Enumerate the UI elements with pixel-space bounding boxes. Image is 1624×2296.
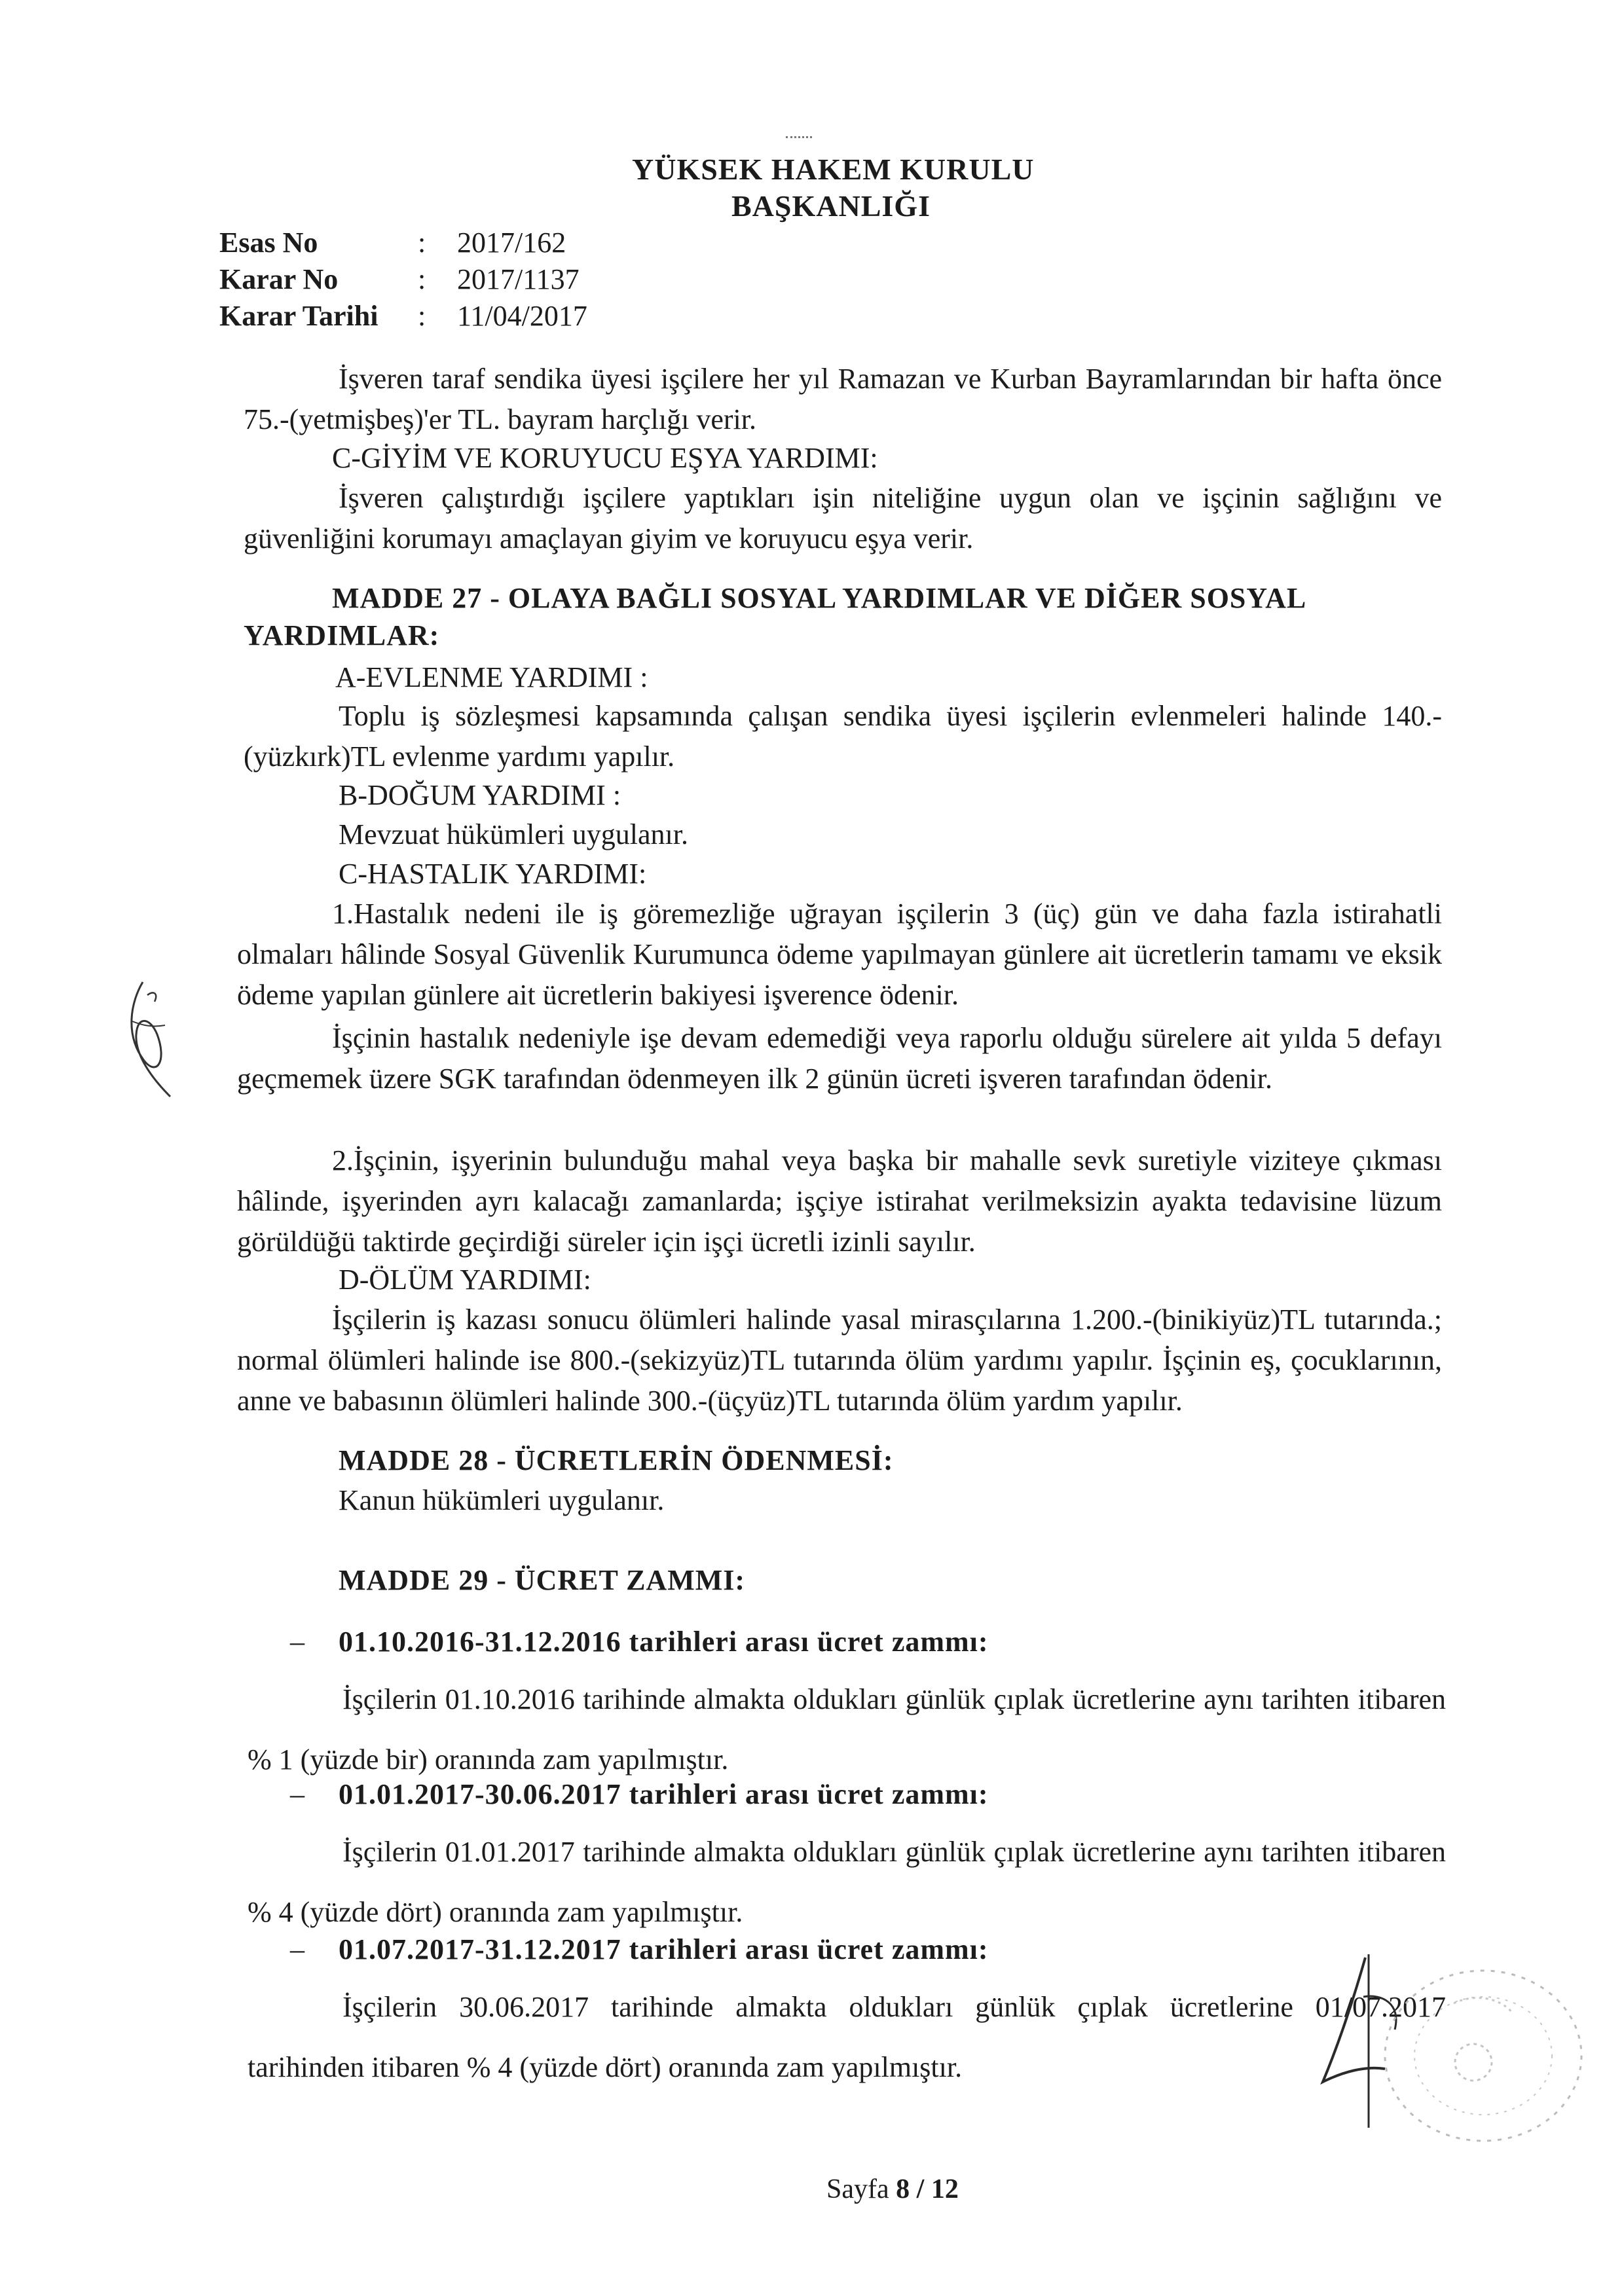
section-b-dogum-title: B-DOĞUM YARDIMI : bbox=[339, 779, 621, 811]
karar-no-label: Karar No bbox=[219, 263, 339, 295]
zam-1-title: 01.10.2016-31.12.2016 tarihleri arası ücret zammı: bbox=[339, 1626, 989, 1658]
section-c-giyim-title: C-GİYİM VE KORUYUCU EŞYA YARDIMI: bbox=[332, 442, 878, 474]
header-line-1: YÜKSEK HAKEM KURULU bbox=[632, 153, 1035, 186]
paragraph-bayram-harcligi: İşveren taraf sendika üyesi işçilere her yıl Ramazan ve Kurban Bayramlarından bir hafta önce 75.-(yetmişbeş)'er TL. bayram harçlığı verir. bbox=[244, 363, 1442, 435]
page-label: Sayfa bbox=[826, 2174, 889, 2204]
zam-1-text: İşçilerin 01.10.2016 tarihinde almakta oldukları günlük çıplak ücretlerine aynı tarihten itibaren % 1 (yüzde bir) oranında zam yapılmıştır. bbox=[248, 1683, 1446, 1776]
esas-no-label: Esas No bbox=[219, 227, 318, 259]
header-line-2: BAŞKANLIĞI bbox=[731, 189, 931, 223]
paragraph-olum: İşçilerin iş kazası sonucu ölümleri halinde yasal mirasçılarına 1.200.-(binikiyüz)TL tutarında.; normal ölümleri halinde ise 800.-(sekizyüz)TL tutarında ölüm yardımı yapılır. İşçinin eş, çocuklarının, anne ve babasının ölümleri halinde 300.-(üçyüz)TL tutarında ölüm yardım yapılır. bbox=[237, 1303, 1442, 1417]
page-current: 8 bbox=[896, 2174, 910, 2204]
zam-2-title: 01.01.2017-30.06.2017 tarihleri arası ücret zammı: bbox=[339, 1778, 989, 1810]
madde-29-title: MADDE 29 - ÜCRET ZAMMI: bbox=[339, 1564, 746, 1596]
list-dash-1: – bbox=[290, 1626, 304, 1658]
list-dash-2: – bbox=[290, 1778, 304, 1810]
madde-27-title-line-1: MADDE 27 - OLAYA BAĞLI SOSYAL YARDIMLAR VE DİĞER SOSYAL bbox=[332, 582, 1307, 614]
karar-tarihi-label: Karar Tarihi bbox=[219, 300, 378, 332]
section-c-hastalik-title: C-HASTALIK YARDIMI: bbox=[339, 858, 647, 890]
section-a-evlenme-title: A-EVLENME YARDIMI : bbox=[335, 661, 648, 693]
madde-28-title: MADDE 28 - ÜCRETLERİN ÖDENMESİ: bbox=[339, 1444, 894, 1476]
top-mark bbox=[786, 136, 812, 141]
madde-28-text: Kanun hükümleri uygulanır. bbox=[339, 1484, 665, 1516]
margin-initials-signature bbox=[118, 962, 196, 1120]
karar-tarihi-value: 11/04/2017 bbox=[457, 300, 587, 332]
karar-no-value: 2017/1137 bbox=[457, 263, 580, 295]
paragraph-hastalik-1: 1.Hastalık nedeni ile iş göremezliğe uğrayan işçilerin 3 (üç) gün ve daha fazla istirahatli olmaları hâlinde Sosyal Güvenlik Kurumunca ödeme yapılmayan günlere ait ücretlerin tamamı ve eksik ödeme yapılan günlere ait ücretlerin bakiyesi işverence ödenir. bbox=[237, 898, 1442, 1011]
page-footer bbox=[826, 2174, 959, 2205]
section-d-olum-title: D-ÖLÜM YARDIMI: bbox=[339, 1264, 591, 1296]
zam-3-text: İşçilerin 30.06.2017 tarihinde almakta oldukları günlük çıplak ücretlerine 01/07.2017 tarihinden itibaren % 4 (yüzde dört) oranında zam yapılmıştır. bbox=[248, 1991, 1446, 2083]
esas-no-value: 2017/162 bbox=[457, 227, 566, 259]
page-total: 12 bbox=[931, 2174, 959, 2204]
page-separator: / bbox=[916, 2174, 925, 2204]
list-dash-3: – bbox=[290, 1933, 304, 1965]
zam-2-text: İşçilerin 01.01.2017 tarihinde almakta oldukları günlük çıplak ücretlerine aynı tarihten itibaren % 4 (yüzde dört) oranında zam yapılmıştır. bbox=[248, 1836, 1446, 1928]
karar-no-sep: : bbox=[418, 263, 426, 295]
signature-and-stamp bbox=[1303, 1931, 1604, 2180]
paragraph-giyim: İşveren çalıştırdığı işçilere yaptıkları işin niteliğine uygun olan ve işçinin sağlığını ve güvenliğini korumayı amaçlayan giyim ve koruyucu eşya verir. bbox=[244, 482, 1442, 555]
section-b-dogum-text: Mevzuat hükümleri uygulanır. bbox=[339, 818, 688, 850]
esas-no-sep: : bbox=[418, 227, 426, 259]
paragraph-hastalik-2: İşçinin hastalık nedeniyle işe devam edemediği veya raporlu olduğu sürelere ait yılda 5 defayı geçmemek üzere SGK tarafından ödenmeyen ilk 2 günün ücreti işveren tarafından ödenir. bbox=[237, 1022, 1442, 1095]
karar-tarihi-sep: : bbox=[418, 300, 426, 332]
paragraph-evlenme: Toplu iş sözleşmesi kapsamında çalışan sendika üyesi işçilerin evlenmeleri halinde 140.-(yüzkırk)TL evlenme yardımı yapılır. bbox=[244, 700, 1442, 773]
madde-27-title-line-2: YARDIMLAR: bbox=[244, 619, 440, 651]
paragraph-hastalik-3: 2.İşçinin, işyerinin bulunduğu mahal veya başka bir mahalle sevk suretiyle viziteye çıkması hâlinde, işyerinden ayrı kalacağı zamanlarda; işçiye istirahat verilmeksizin ayakta tedavisine lüzum görüldüğü taktirde geçirdiği süreler için işçi ücretli izinli sayılır. bbox=[237, 1144, 1442, 1258]
zam-3-title: 01.07.2017-31.12.2017 tarihleri arası ücret zammı: bbox=[339, 1933, 989, 1965]
